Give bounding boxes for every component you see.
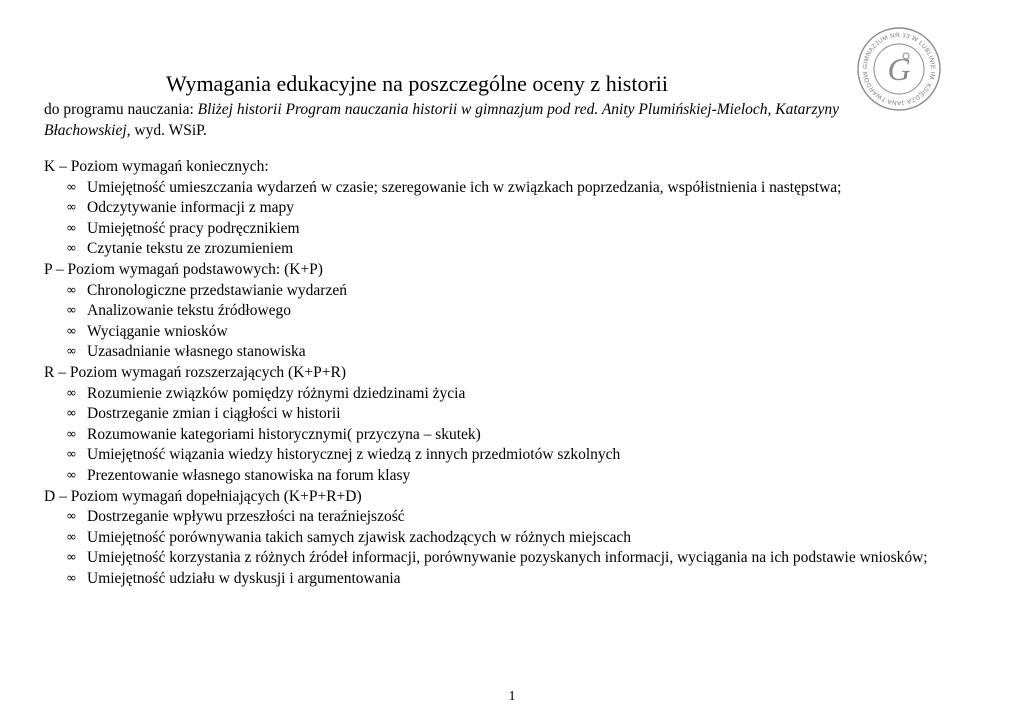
list-item-text: Odczytywanie informacji z mapy bbox=[87, 199, 295, 217]
list-item-text: Analizowanie tekstu źródłowego bbox=[87, 302, 292, 320]
list-item-text: Rozumowanie kategoriami historycznymi( przyczyna – skutek) bbox=[87, 425, 481, 443]
list-item-text: Dostrzeganie zmian i ciągłości w historii bbox=[87, 405, 341, 423]
section-heading: R – Poziom wymagań rozszerzających (K+P+R) bbox=[44, 363, 346, 381]
section-heading: P – Poziom wymagań podstawowych: (K+P) bbox=[44, 260, 323, 278]
list-item bbox=[44, 569, 964, 590]
list-item bbox=[44, 322, 964, 343]
infinity-bullet-icon: ∞ bbox=[66, 570, 77, 586]
program-publisher: wyd. WSiP. bbox=[130, 122, 207, 139]
infinity-bullet-icon: ∞ bbox=[66, 509, 77, 525]
requirements-list bbox=[44, 157, 964, 589]
list-item bbox=[44, 239, 964, 260]
list-item-text: Umiejętność wiązania wiedzy historycznej z wiedzą z innych przedmiotów szkolnych bbox=[87, 446, 621, 464]
list-item-text: Chronologiczne przedstawianie wydarzeń bbox=[87, 281, 347, 299]
infinity-bullet-icon: ∞ bbox=[66, 467, 77, 483]
infinity-bullet-icon: ∞ bbox=[66, 406, 77, 422]
program-reference bbox=[44, 99, 874, 141]
list-item-text: Uzasadnianie własnego stanowiska bbox=[87, 343, 306, 361]
seal-ring-text: GIMNAZJUM NR 33 W LUBLINIE IM. KSIĘDZA JANA TWARDOW bbox=[861, 31, 937, 107]
infinity-bullet-icon: ∞ bbox=[66, 241, 77, 257]
list-item bbox=[44, 384, 964, 405]
program-prefix: do programu nauczania: bbox=[44, 101, 198, 118]
list-item bbox=[44, 281, 964, 302]
list-item-text: Umiejętność umieszczania wydarzeń w czasie; szeregowanie ich w związkach poprzedzania, współistnienia i następstwa; bbox=[87, 178, 842, 196]
infinity-bullet-icon: ∞ bbox=[66, 385, 77, 401]
infinity-bullet-icon: ∞ bbox=[66, 303, 77, 319]
list-item bbox=[44, 548, 987, 569]
list-item bbox=[44, 342, 964, 363]
infinity-bullet-icon: ∞ bbox=[66, 344, 77, 360]
infinity-bullet-icon: ∞ bbox=[66, 220, 77, 236]
infinity-bullet-icon: ∞ bbox=[66, 282, 77, 298]
infinity-bullet-icon: ∞ bbox=[66, 529, 77, 545]
program-title: Bliżej historii Program nauczania historii w gimnazjum pod red. Anity Plumińskiej-Mieloch, Katarzyny Błachowskiej, bbox=[44, 101, 840, 139]
list-item-text: Dostrzeganie wpływu przeszłości na teraźniejszość bbox=[87, 508, 405, 526]
list-item-text: Umiejętność pracy podręcznikiem bbox=[87, 219, 300, 237]
list-item bbox=[44, 528, 964, 549]
infinity-bullet-icon: ∞ bbox=[66, 447, 77, 463]
page-title: Wymagania edukacyjne na poszczególne oceny z historii bbox=[166, 71, 669, 96]
list-item bbox=[44, 301, 964, 322]
section-heading: K – Poziom wymagań koniecznych: bbox=[44, 158, 269, 175]
list-item-text: Prezentowanie własnego stanowiska na forum klasy bbox=[87, 466, 411, 484]
list-item-text: Umiejętność udziału w dyskusji i argumentowania bbox=[87, 569, 401, 587]
list-item bbox=[44, 425, 964, 446]
infinity-bullet-icon: ∞ bbox=[66, 179, 77, 195]
list-item-text: Umiejętność korzystania z różnych źródeł informacji, porównywanie pozyskanych informacji, wyciągania na ich podstawie wniosków; bbox=[87, 549, 928, 567]
section-heading: D – Poziom wymagań dopełniających (K+P+R+D) bbox=[44, 487, 362, 505]
seal-center-letter: G bbox=[887, 51, 911, 87]
list-item bbox=[44, 445, 964, 466]
list-item bbox=[44, 219, 964, 240]
infinity-bullet-icon: ∞ bbox=[66, 550, 77, 566]
list-item bbox=[44, 404, 964, 425]
infinity-bullet-icon: ∞ bbox=[66, 323, 77, 339]
list-item-text: Wyciąganie wniosków bbox=[87, 322, 228, 340]
list-item-text: Umiejętność porównywania takich samych zjawisk zachodzących w różnych miejscach bbox=[87, 528, 632, 546]
list-item-text: Rozumienie związków pomiędzy różnymi dziedzinami życia bbox=[87, 384, 466, 402]
list-item bbox=[44, 507, 964, 528]
list-item bbox=[44, 178, 987, 199]
page-number: 1 bbox=[508, 689, 516, 704]
list-item-text: Czytanie tekstu ze zrozumieniem bbox=[87, 240, 294, 258]
list-item bbox=[44, 198, 964, 219]
infinity-bullet-icon: ∞ bbox=[66, 426, 77, 442]
list-item bbox=[44, 466, 964, 487]
infinity-bullet-icon: ∞ bbox=[66, 200, 77, 216]
